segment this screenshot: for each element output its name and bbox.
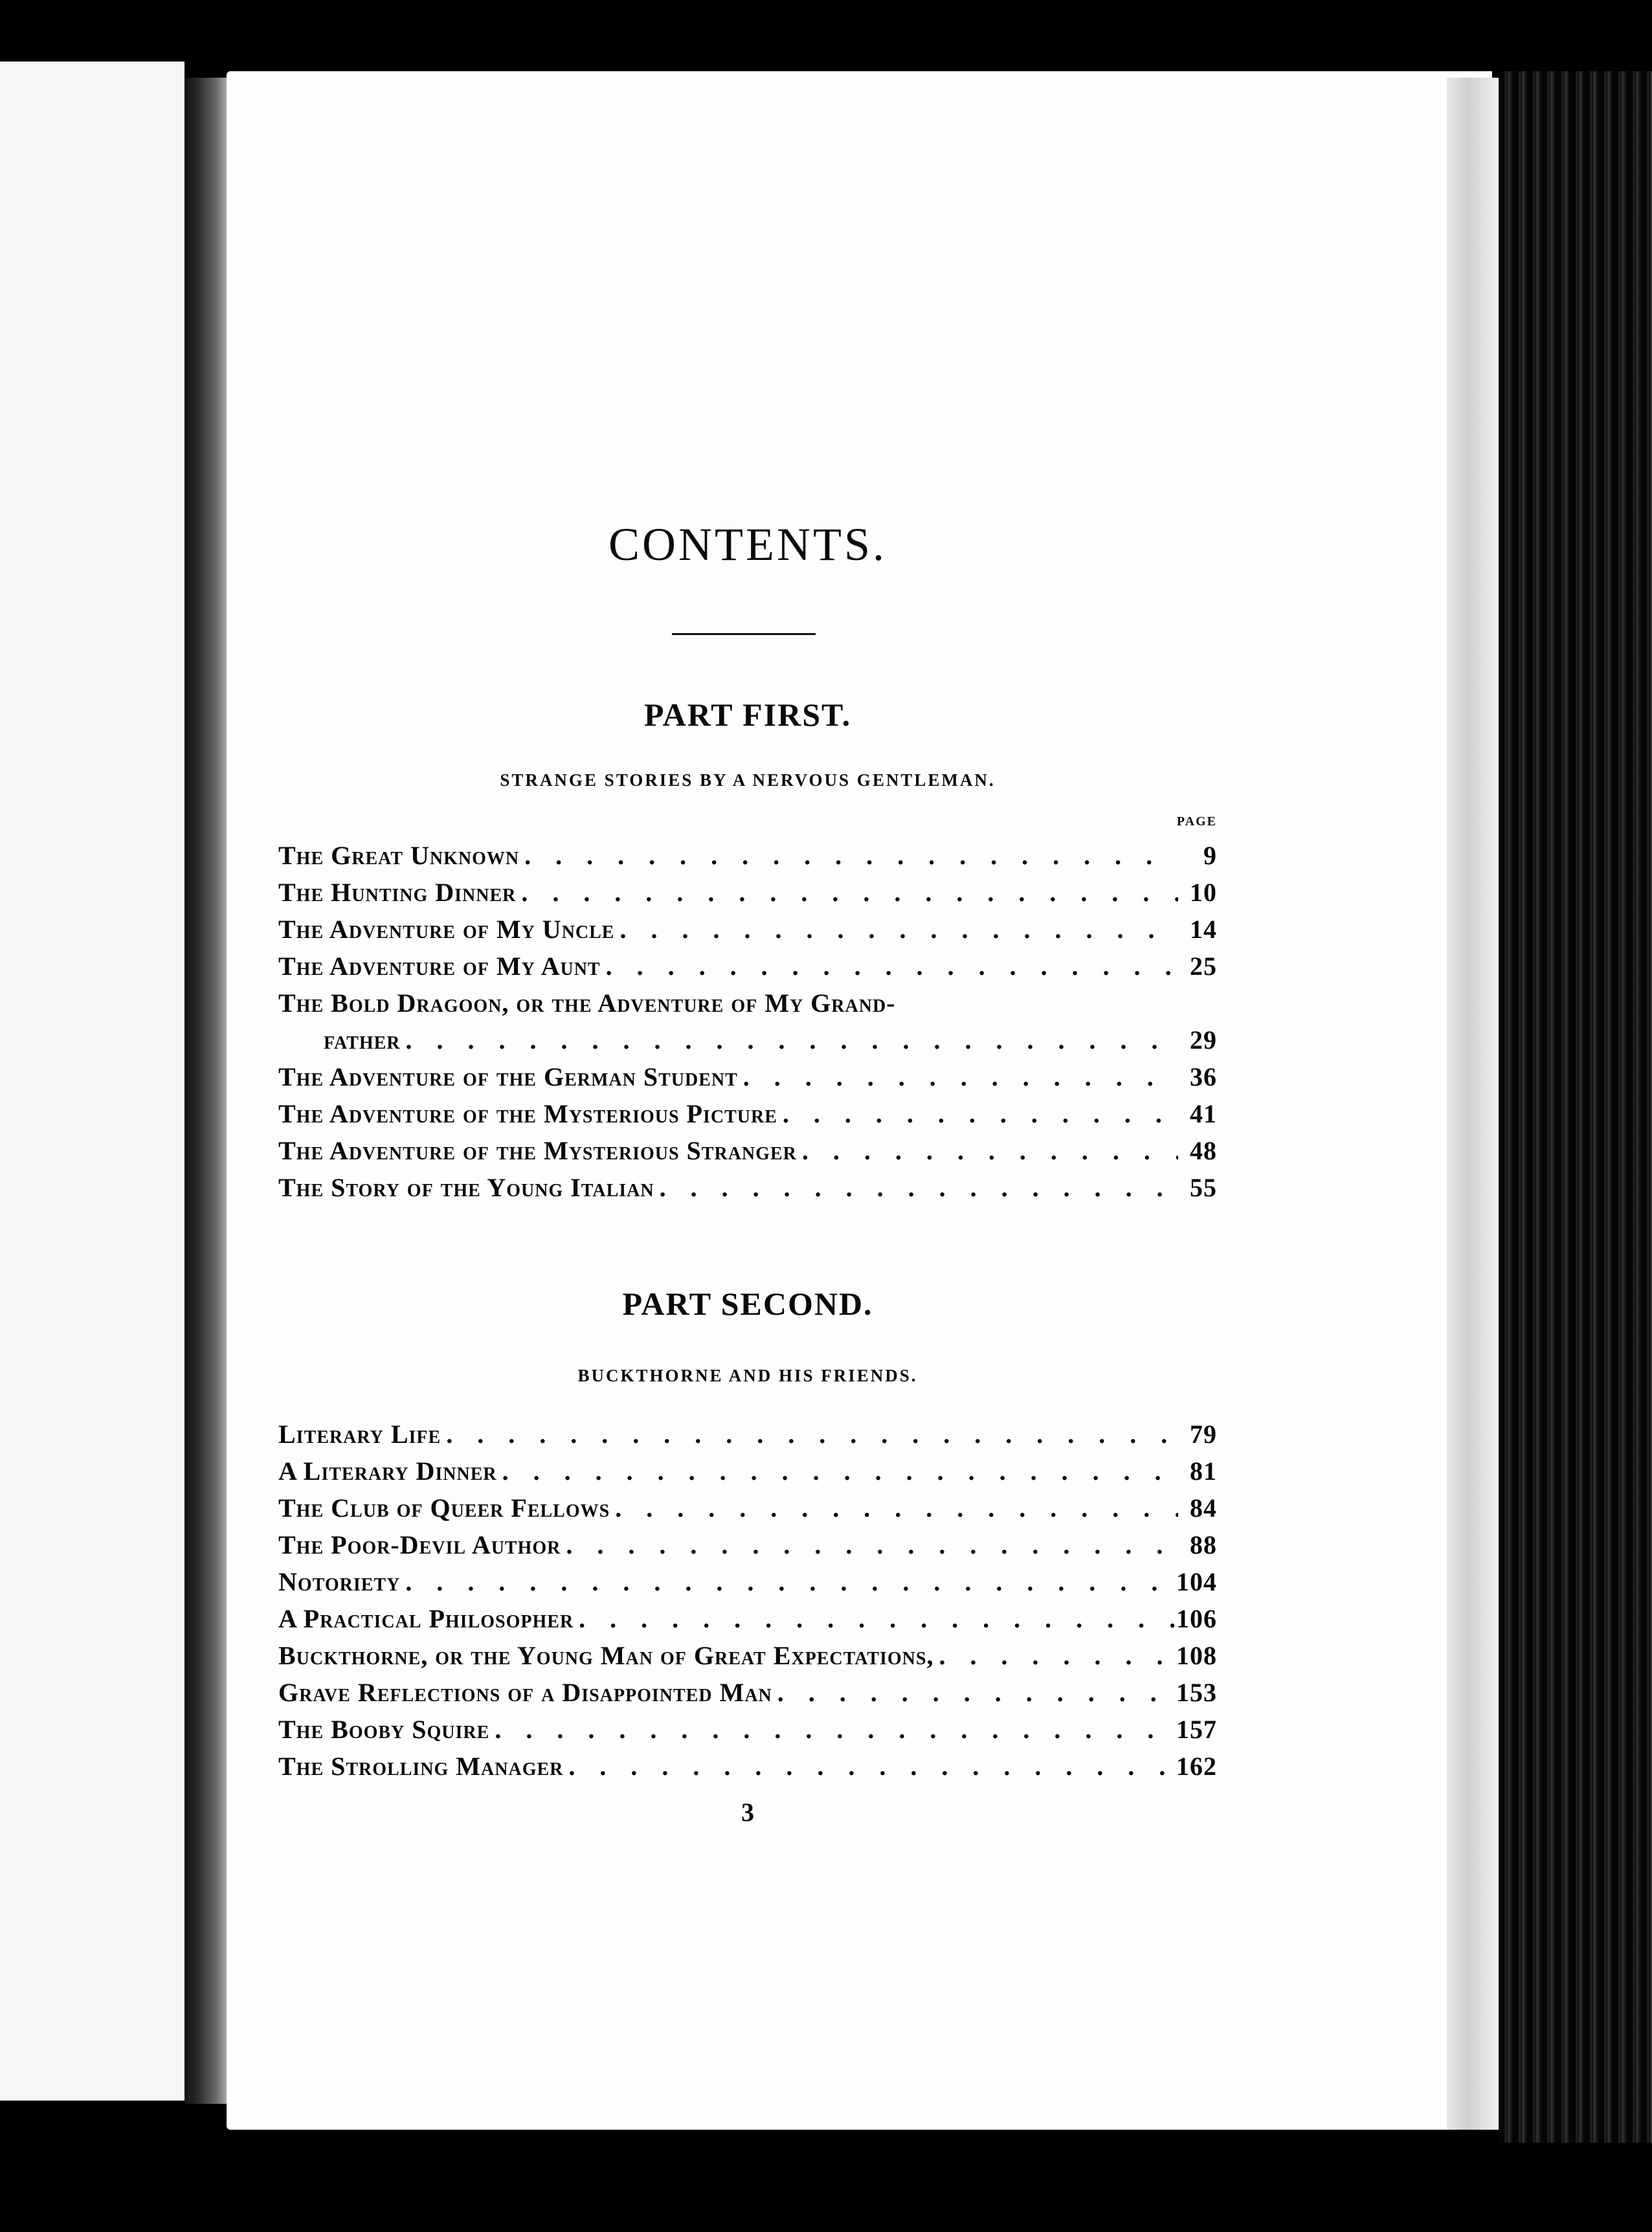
- book-gutter-shadow: [184, 78, 230, 2104]
- toc-entry-title: Buckthorne, or the Young Man of Great Expectations,: [278, 1641, 934, 1670]
- toc-page-number: 10: [1190, 878, 1217, 907]
- dot-leader: [797, 1135, 1178, 1166]
- toc-entry-title: The Adventure of the Mysterious Picture: [278, 1099, 777, 1128]
- toc-page-number: 14: [1190, 915, 1217, 944]
- toc-entry-continuation: [278, 1025, 1217, 1062]
- toc-page-number: 108: [1176, 1641, 1217, 1670]
- dot-leader: [610, 1493, 1178, 1523]
- toc-entry: [278, 1456, 1217, 1493]
- toc-page-number: 157: [1176, 1715, 1217, 1744]
- toc-entry: [278, 988, 1217, 1025]
- book-cover-edge: [1499, 71, 1652, 2143]
- page-title: CONTENTS.: [608, 519, 887, 570]
- dot-leader: [563, 1751, 1176, 1781]
- dot-leader: [497, 1456, 1178, 1486]
- toc-page-number: 36: [1190, 1062, 1217, 1091]
- toc-entry: [278, 1099, 1217, 1135]
- dot-leader: [516, 877, 1178, 908]
- dot-leader: [777, 1099, 1178, 1129]
- dot-leader: [654, 1172, 1178, 1203]
- toc-entry: [278, 1135, 1217, 1172]
- toc-entry: [278, 914, 1217, 951]
- toc-page-number: 41: [1190, 1099, 1217, 1128]
- toc-entry-title-continued: father: [324, 1025, 401, 1055]
- part-second-subheading: BUCKTHORNE AND HIS FRIENDS.: [577, 1366, 918, 1385]
- page-column-label: PAGE: [1176, 814, 1217, 829]
- dot-leader: [601, 951, 1178, 981]
- toc-entry-title: The Poor-Devil Author: [278, 1530, 561, 1559]
- toc-page-number: 84: [1190, 1493, 1217, 1523]
- toc-entry-title: The Hunting Dinner: [278, 878, 517, 907]
- toc-entry: [278, 1751, 1217, 1788]
- toc-entry: [278, 951, 1217, 988]
- toc-entry-title: The Great Unknown: [278, 841, 520, 870]
- part-first-entries: [278, 840, 1217, 1209]
- toc-entry: [278, 1677, 1217, 1714]
- toc-page-number: 104: [1176, 1567, 1217, 1596]
- toc-entry-title: The Strolling Manager: [278, 1752, 564, 1781]
- toc-page-number: 55: [1190, 1173, 1217, 1202]
- toc-page-number: 162: [1176, 1752, 1217, 1781]
- page-fore-edge: [1447, 78, 1499, 2130]
- toc-entry: [278, 1062, 1217, 1099]
- toc-entry-title: Notoriety: [278, 1567, 401, 1596]
- part-first-heading: PART FIRST.: [643, 697, 852, 733]
- dot-leader: [441, 1419, 1178, 1449]
- toc-page-number: 25: [1190, 952, 1217, 981]
- toc-entry: [278, 1640, 1217, 1677]
- dot-leader: [772, 1677, 1176, 1708]
- toc-page-number: 106: [1176, 1604, 1217, 1633]
- toc-entry-title: The Booby Squire: [278, 1715, 490, 1744]
- toc-page-number: 88: [1190, 1530, 1217, 1559]
- toc-entry: [278, 1567, 1217, 1603]
- toc-entry: [278, 1493, 1217, 1530]
- toc-entry-title: The Club of Queer Fellows: [278, 1493, 610, 1523]
- toc-entry-title: The Bold Dragoon, or the Adventure of My Grand-: [278, 988, 896, 1018]
- dot-leader: [933, 1640, 1176, 1671]
- dot-leader: [519, 840, 1178, 871]
- contents-page: [278, 0, 1217, 2232]
- part-second-entries: [278, 1419, 1217, 1788]
- dot-leader: [614, 914, 1178, 944]
- dot-leader: [401, 1025, 1178, 1055]
- toc-entry-title: The Adventure of the Mysterious Stranger: [278, 1136, 797, 1165]
- toc-page-number: 48: [1190, 1136, 1217, 1165]
- toc-entry: [278, 877, 1217, 914]
- dot-leader: [574, 1603, 1176, 1634]
- toc-entry-title: A Practical Philosopher: [278, 1604, 574, 1633]
- page-number: 3: [741, 1798, 754, 1827]
- title-rule: [672, 633, 816, 635]
- toc-page-number: 153: [1176, 1678, 1217, 1707]
- toc-entry-title: The Adventure of My Aunt: [278, 952, 601, 981]
- toc-entry: [278, 1530, 1217, 1567]
- toc-entry: [278, 1419, 1217, 1456]
- adjacent-page-edge: [0, 61, 184, 2101]
- dot-leader: [738, 1062, 1178, 1092]
- toc-page-number: 9: [1203, 841, 1217, 870]
- toc-page-number: 29: [1190, 1025, 1217, 1055]
- toc-entry: [278, 840, 1217, 877]
- dot-leader: [561, 1530, 1178, 1560]
- toc-entry-title: The Adventure of My Uncle: [278, 915, 615, 944]
- dot-leader: [489, 1714, 1176, 1745]
- toc-page-number: 81: [1190, 1456, 1217, 1486]
- toc-entry: [278, 1714, 1217, 1751]
- dot-leader: [400, 1567, 1176, 1597]
- toc-entry-title: The Story of the Young Italian: [278, 1173, 654, 1202]
- toc-entry-title: A Literary Dinner: [278, 1456, 497, 1486]
- toc-entry-title: Grave Reflections of a Disappointed Man: [278, 1678, 772, 1707]
- toc-entry: [278, 1603, 1217, 1640]
- toc-page-number: 79: [1190, 1420, 1217, 1449]
- part-second-heading: PART SECOND.: [622, 1286, 873, 1322]
- part-first-subheading: STRANGE STORIES BY A NERVOUS GENTLEMAN.: [500, 770, 996, 790]
- toc-entry: [278, 1172, 1217, 1209]
- toc-entry-title: The Adventure of the German Student: [278, 1062, 738, 1091]
- toc-entry-title: Literary Life: [278, 1420, 441, 1449]
